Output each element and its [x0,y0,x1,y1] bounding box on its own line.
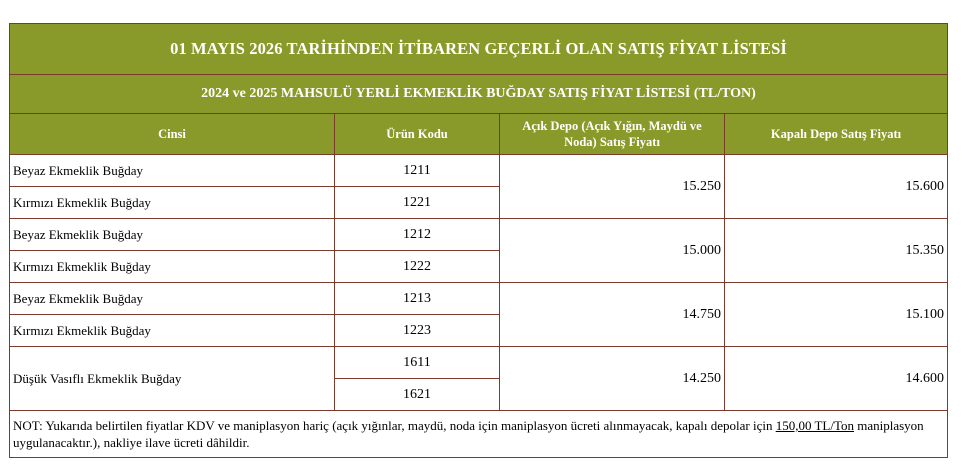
kapali-depo-price: 14.600 [725,347,948,411]
footnote-text-1: NOT: Yukarıda belirtilen fiyatlar KDV ve maniplasyon hariç (açık yığınlar, maydü, noda için maniplasyon ücreti alınmayacak, kapalı depolar için [13,418,776,433]
product-name: Beyaz Ekmeklik Buğday [10,283,335,315]
header-acik-depo [500,114,725,155]
table-row [10,283,948,315]
product-code: 1621 [335,379,500,411]
acik-depo-price: 15.000 [500,219,725,283]
header-kapali-depo: Kapalı Depo Satış Fiyatı [725,114,948,155]
table-row [10,155,948,187]
price-table [9,23,948,458]
header-urun-kodu: Ürün Kodu [335,114,500,155]
table-title: 01 MAYIS 2026 TARİHİNDEN İTİBAREN GEÇERLİ OLAN SATIŞ FİYAT LİSTESİ [10,24,948,75]
product-code: 1611 [335,347,500,379]
product-name: Kırmızı Ekmeklik Buğday [10,251,335,283]
product-name: Kırmızı Ekmeklik Buğday [10,315,335,347]
product-code: 1222 [335,251,500,283]
kapali-depo-price: 15.100 [725,283,948,347]
product-name: Beyaz Ekmeklik Buğday [10,155,335,187]
product-code: 1221 [335,187,500,219]
kapali-depo-price: 15.350 [725,219,948,283]
footnote [10,411,948,458]
kapali-depo-price: 15.600 [725,155,948,219]
product-name: Kırmızı Ekmeklik Buğday [10,187,335,219]
acik-depo-price: 14.750 [500,283,725,347]
product-code: 1213 [335,283,500,315]
acik-depo-price: 15.250 [500,155,725,219]
header-acik-depo-line2: Noda) Satış Fiyatı [564,135,660,149]
product-code: 1212 [335,219,500,251]
product-code: 1211 [335,155,500,187]
product-name: Beyaz Ekmeklik Buğday [10,219,335,251]
product-code: 1223 [335,315,500,347]
price-list-document [9,23,947,458]
table-subtitle: 2024 ve 2025 MAHSULÜ YERLİ EKMEKLİK BUĞDAY SATIŞ FİYAT LİSTESİ (TL/TON) [10,75,948,114]
table-row [10,347,948,379]
header-cinsi: Cinsi [10,114,335,155]
table-row [10,219,948,251]
acik-depo-price: 14.250 [500,347,725,411]
footnote-amount: 150,00 TL/Ton [775,418,854,433]
header-acik-depo-line1: Açık Depo (Açık Yığın, Maydü ve [522,119,702,133]
product-name: Düşük Vasıflı Ekmeklik Buğday [10,347,335,411]
footnote-text-2: maniplasyon uygulanacaktır.), nakliye ilave ücreti dâhildir. [13,418,924,450]
